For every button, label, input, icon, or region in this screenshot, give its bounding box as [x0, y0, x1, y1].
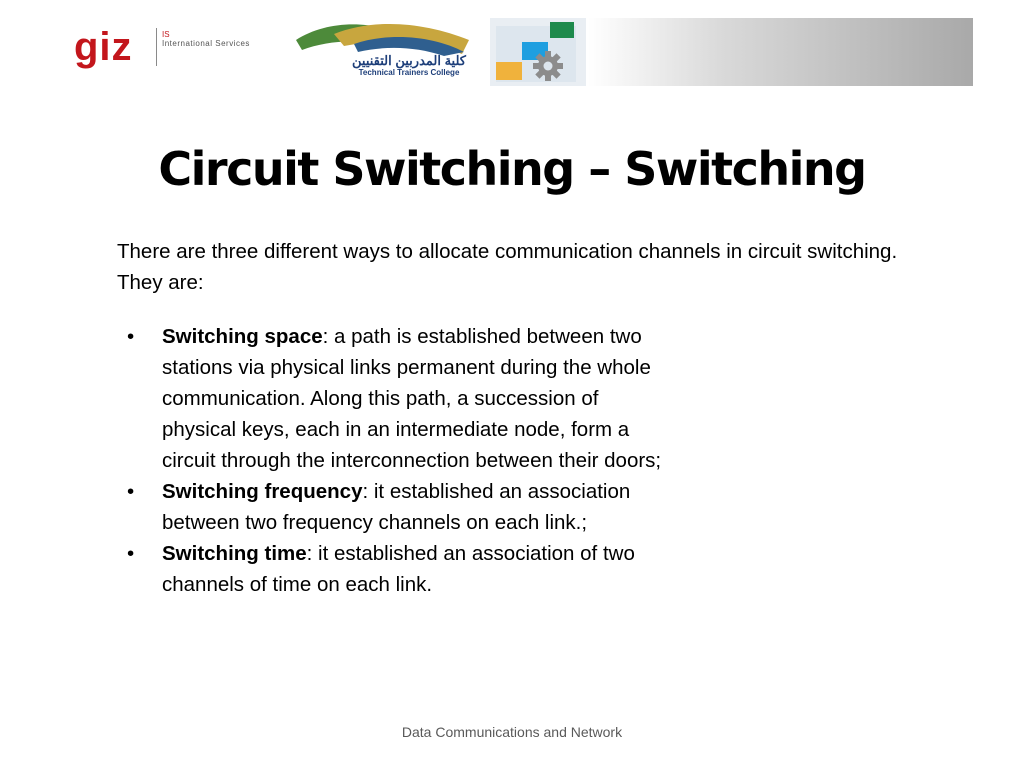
gear-icon	[490, 18, 586, 86]
college-name-arabic: كلية المدربين التقنيين	[352, 53, 466, 68]
bullet-term: Switching time	[162, 542, 307, 565]
list-item	[127, 476, 677, 538]
giz-subtitle: International Services	[162, 39, 250, 48]
bullet-term: Switching space	[162, 325, 323, 348]
slide-title: Circuit Switching – Switching	[158, 142, 866, 196]
giz-tag: IS	[162, 30, 170, 39]
giz-wordmark: giz	[74, 25, 133, 69]
college-logo	[294, 18, 490, 86]
bullet-icon: •	[127, 480, 135, 503]
bullet-text: : it established an association of two channels of time on each link.	[162, 542, 635, 596]
list-item	[127, 321, 677, 476]
bullet-icon: •	[127, 542, 135, 565]
bullet-list	[127, 321, 677, 600]
giz-divider	[156, 28, 157, 66]
bullet-text: : it established an association between two frequency channels on each link.;	[162, 480, 631, 534]
college-name-english: Technical Trainers College	[358, 68, 460, 77]
gear-logo	[490, 18, 586, 86]
list-item	[127, 538, 677, 600]
giz-logo	[74, 24, 284, 74]
bullet-icon: •	[127, 325, 135, 348]
footer-text: Data Communications and Network	[401, 724, 623, 740]
bullet-text: : a path is established between two stations via physical links permanent during the whole communication. Along this path, a succession of physical keys, each in an intermediate node, form a circuit through the interconnection between their doors;	[162, 325, 662, 472]
intro-paragraph: There are three different ways to allocate communication channels in circuit switching. They are:	[117, 240, 898, 294]
bullet-term: Switching frequency	[162, 480, 363, 503]
header-gradient-bar	[588, 18, 973, 86]
